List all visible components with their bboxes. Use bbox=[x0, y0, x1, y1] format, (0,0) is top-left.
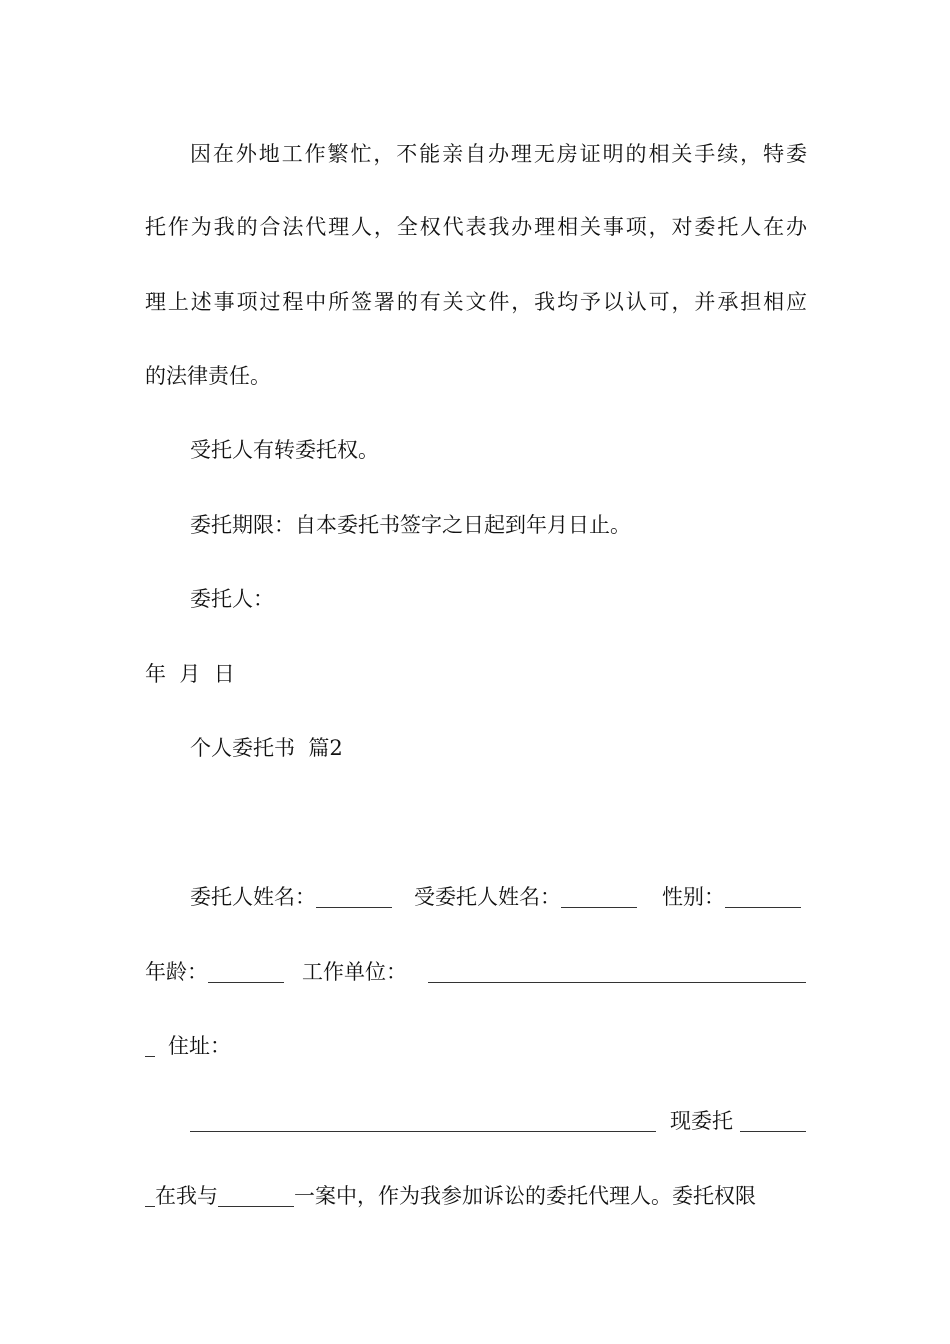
work-unit-label: 工作单位： bbox=[302, 960, 407, 984]
form-row-work bbox=[302, 958, 407, 986]
date-line: 年 月 日 bbox=[145, 662, 235, 686]
form-row-gender bbox=[662, 883, 801, 911]
case-prefix: 在我与 bbox=[155, 1184, 218, 1208]
case-line bbox=[145, 1182, 756, 1210]
form-row-age bbox=[145, 958, 284, 986]
paragraph-1-line-3: 理上述事项过程中所签署的有关文件，我均予以认可，并承担相应 bbox=[145, 290, 807, 314]
address-blank bbox=[190, 1111, 656, 1132]
agent-blank-continued bbox=[145, 1186, 155, 1207]
principal-name-blank bbox=[316, 887, 392, 908]
opponent-blank bbox=[218, 1186, 294, 1207]
principal-name-label: 委托人姓名： bbox=[190, 885, 316, 909]
section-title: 个人委托书 篇2 bbox=[190, 736, 343, 760]
age-label: 年龄： bbox=[145, 960, 208, 984]
form-row-agent bbox=[414, 883, 637, 911]
paragraph-1-line-1: 因在外地工作繁忙，不能亲自办理无房证明的相关手续，特委 bbox=[190, 142, 807, 166]
agent-name-blank bbox=[561, 887, 637, 908]
address-label: 住址： bbox=[168, 1034, 231, 1058]
work-unit-blank-continued bbox=[145, 1036, 155, 1057]
gender-blank bbox=[725, 887, 801, 908]
form-row-names bbox=[190, 883, 392, 911]
principal-signature-label: 委托人： bbox=[190, 587, 274, 611]
agent-name-label: 受委托人姓名： bbox=[414, 885, 561, 909]
gender-label: 性别： bbox=[662, 885, 725, 909]
paragraph-term: 委托期限：自本委托书签字之日起到年月日止。 bbox=[190, 513, 631, 537]
paragraph-transfer-right: 受托人有转委托权。 bbox=[190, 438, 379, 462]
age-blank bbox=[208, 962, 284, 983]
case-suffix: 一案中，作为我参加诉讼的委托代理人。委托权限 bbox=[294, 1184, 756, 1208]
paragraph-1-line-2: 托作为我的合法代理人，全权代表我办理相关事项，对委托人在办 bbox=[145, 215, 807, 239]
agent-blank bbox=[740, 1111, 806, 1132]
now-entrust-label: 现委托 bbox=[670, 1109, 733, 1133]
work-unit-blank bbox=[428, 962, 806, 983]
paragraph-1-line-4: 的法律责任。 bbox=[145, 364, 271, 388]
